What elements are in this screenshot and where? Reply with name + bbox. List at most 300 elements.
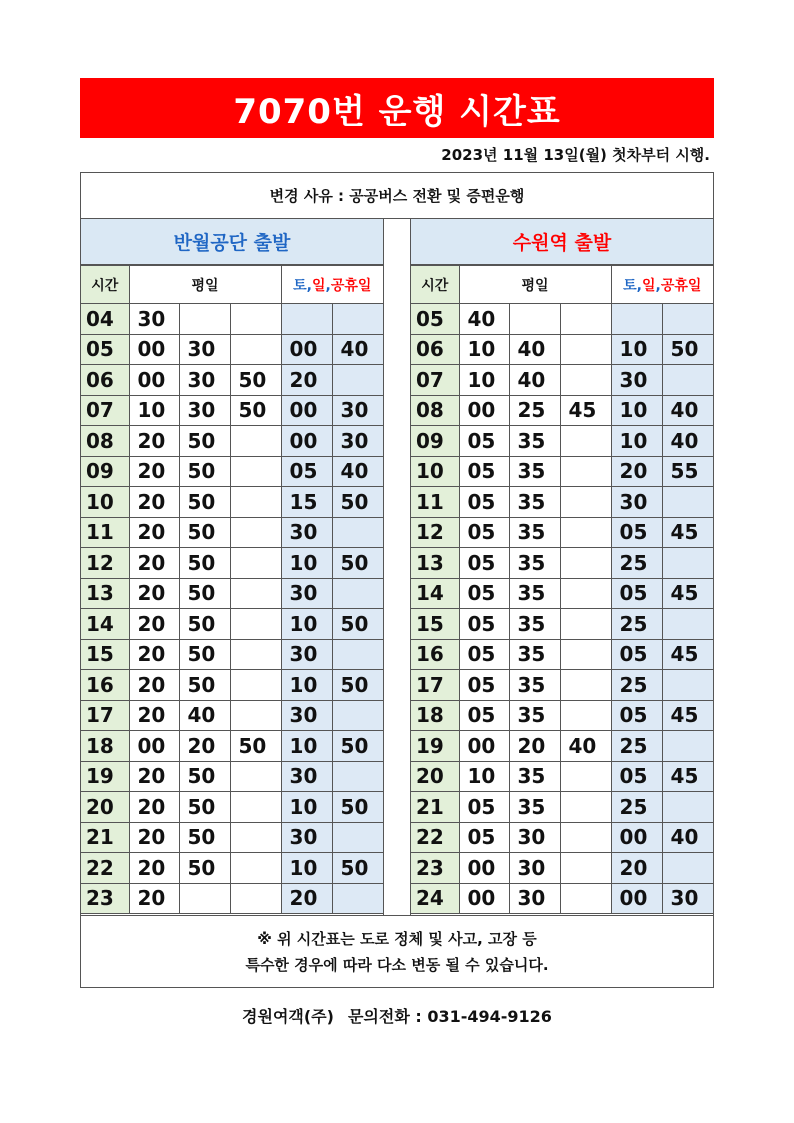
weekend-minute-cell: 55 [662,456,713,487]
weekday-minute-cell: 50 [179,761,230,792]
weekend-minute-cell [662,792,713,823]
holiday-label: 공휴일 [660,277,702,294]
table-row [81,822,383,853]
table-row [411,304,713,335]
weekday-minute-cell: 20 [509,731,560,762]
table-row [411,548,713,579]
weekend-minute-cell: 25 [611,670,662,701]
left-rows [81,304,383,914]
weekday-minute-cell: 00 [129,731,179,762]
weekend-minute-cell: 30 [332,426,383,457]
weekend-minute-cell: 20 [611,853,662,884]
sun-label: 일 [312,277,326,294]
weekend-minute-cell: 05 [611,578,662,609]
weekend-minute-cell [662,365,713,396]
weekday-minute-cell: 20 [129,761,179,792]
table-row [81,517,383,548]
weekday-minute-cell [230,883,281,914]
hour-cell: 12 [411,517,459,548]
weekday-minute-cell: 50 [179,578,230,609]
table-row [81,883,383,914]
weekday-minute-cell: 05 [459,487,509,518]
weekday-minute-cell [560,365,611,396]
hour-cell: 19 [81,761,129,792]
hour-cell: 17 [411,670,459,701]
weekday-minute-cell: 20 [129,822,179,853]
weekday-minute-cell: 05 [459,822,509,853]
weekday-minute-cell: 20 [129,456,179,487]
notice-line-2: 특수한 경우에 따라 다소 변동 될 수 있습니다. [245,955,549,974]
weekend-minute-cell [611,304,662,335]
weekday-minute-cell [560,822,611,853]
weekend-minute-cell: 05 [611,639,662,670]
hour-cell: 19 [411,731,459,762]
weekend-minute-cell: 50 [332,487,383,518]
weekend-minute-cell [281,304,332,335]
weekday-minute-cell: 05 [459,578,509,609]
weekday-minute-cell: 30 [179,365,230,396]
weekday-minute-cell: 05 [459,700,509,731]
weekday-minute-cell: 20 [129,883,179,914]
weekday-minute-cell [560,761,611,792]
timetable-frame [80,172,714,988]
hour-cell: 23 [81,883,129,914]
table-row [411,792,713,823]
hour-cell: 04 [81,304,129,335]
weekday-minute-cell [179,304,230,335]
weekday-minute-cell: 05 [459,639,509,670]
weekday-minute-cell: 35 [509,578,560,609]
weekend-minute-cell: 10 [281,670,332,701]
weekday-minute-cell: 50 [179,456,230,487]
table-row [411,487,713,518]
weekday-minute-cell: 05 [459,548,509,579]
weekday-minute-cell: 20 [129,609,179,640]
hour-cell: 07 [411,365,459,396]
weekday-minute-cell: 00 [459,731,509,762]
weekend-minute-cell: 00 [281,426,332,457]
weekday-minute-cell: 05 [459,670,509,701]
weekday-minute-cell [560,670,611,701]
weekday-minute-cell: 30 [509,822,560,853]
hour-cell: 18 [81,731,129,762]
weekend-minute-cell: 40 [662,426,713,457]
weekend-minute-cell [332,822,383,853]
weekday-minute-cell: 10 [459,761,509,792]
weekday-minute-cell: 40 [179,700,230,731]
weekend-minute-cell: 20 [281,365,332,396]
weekend-minute-cell: 40 [662,822,713,853]
table-row [81,304,383,335]
weekend-minute-cell: 45 [662,700,713,731]
weekend-minute-cell: 30 [281,639,332,670]
weekend-minute-cell: 45 [662,578,713,609]
weekend-minute-cell [332,639,383,670]
weekday-minute-cell [560,517,611,548]
weekend-minute-cell [332,578,383,609]
sat-label: 토 [623,277,637,294]
weekday-minute-cell: 05 [459,792,509,823]
weekday-minute-cell: 00 [459,853,509,884]
table-row [81,853,383,884]
weekend-minute-cell: 10 [281,792,332,823]
weekend-minute-cell: 50 [332,670,383,701]
table-row [81,792,383,823]
hour-cell: 24 [411,883,459,914]
weekend-minute-cell: 45 [662,639,713,670]
weekday-minute-cell: 00 [129,365,179,396]
weekend-minute-cell: 30 [281,578,332,609]
hour-cell: 20 [411,761,459,792]
right-schedule-table [411,265,713,914]
table-row [411,853,713,884]
weekend-minute-cell: 10 [281,548,332,579]
weekend-minute-cell [662,304,713,335]
hour-header: 시간 [411,266,459,304]
weekday-minute-cell [230,761,281,792]
holiday-label: 공휴일 [330,277,372,294]
hour-cell: 05 [411,304,459,335]
weekend-minute-cell [662,670,713,701]
hour-cell: 18 [411,700,459,731]
weekday-minute-cell [230,792,281,823]
change-reason: 변경 사유 : 공공버스 전환 및 증편운행 [81,173,713,219]
weekend-minute-cell: 15 [281,487,332,518]
table-row [411,578,713,609]
weekday-minute-cell [230,487,281,518]
weekend-minute-cell [332,365,383,396]
table-row [411,822,713,853]
table-row [81,700,383,731]
weekend-minute-cell: 30 [281,761,332,792]
weekday-minute-cell [509,304,560,335]
hour-cell: 21 [81,822,129,853]
table-row [81,761,383,792]
weekend-minute-cell [332,761,383,792]
table-row [81,334,383,365]
weekday-minute-cell: 50 [179,426,230,457]
weekday-minute-cell: 40 [509,334,560,365]
company-name: 경원여객(주) [242,1007,334,1026]
weekend-minute-cell: 50 [332,853,383,884]
weekend-minute-cell [662,609,713,640]
hour-cell: 11 [411,487,459,518]
weekday-minute-cell: 40 [509,365,560,396]
weekday-minute-cell: 20 [179,731,230,762]
weekday-minute-cell: 50 [179,792,230,823]
hour-cell: 21 [411,792,459,823]
weekday-minute-cell [560,853,611,884]
weekday-minute-cell: 50 [230,395,281,426]
weekday-minute-cell: 30 [179,395,230,426]
weekday-minute-cell: 20 [129,517,179,548]
weekday-minute-cell: 30 [129,304,179,335]
weekday-minute-cell: 30 [509,853,560,884]
hour-cell: 15 [81,639,129,670]
weekday-minute-cell: 05 [459,426,509,457]
timetable-right [411,219,713,914]
weekday-minute-cell: 30 [179,334,230,365]
weekend-minute-cell: 10 [281,609,332,640]
right-departure-title: 수원역 출발 [411,219,713,265]
weekend-minute-cell: 00 [611,822,662,853]
weekend-minute-cell: 45 [662,761,713,792]
table-row [411,639,713,670]
hour-cell: 17 [81,700,129,731]
hour-cell: 06 [411,334,459,365]
table-row [81,548,383,579]
table-row [411,395,713,426]
weekday-header: 평일 [459,266,611,304]
weekday-minute-cell: 25 [509,395,560,426]
weekday-minute-cell [560,334,611,365]
weekday-minute-cell [560,548,611,579]
weekday-minute-cell [560,487,611,518]
weekday-minute-cell: 05 [459,609,509,640]
weekday-minute-cell [230,853,281,884]
hour-cell: 13 [411,548,459,579]
weekend-minute-cell [332,517,383,548]
table-row [81,578,383,609]
table-row [411,517,713,548]
weekday-minute-cell: 50 [179,639,230,670]
hour-cell: 16 [81,670,129,701]
weekend-header: 토,일,공휴일 [611,266,713,304]
weekday-minute-cell: 50 [179,670,230,701]
left-departure-title: 반월공단 출발 [81,219,383,265]
weekday-minute-cell [230,426,281,457]
weekend-minute-cell: 10 [281,853,332,884]
hour-cell: 16 [411,639,459,670]
weekday-minute-cell [179,883,230,914]
weekday-minute-cell [230,548,281,579]
table-row [411,761,713,792]
weekday-minute-cell: 05 [459,517,509,548]
weekday-minute-cell: 20 [129,548,179,579]
weekend-minute-cell [662,731,713,762]
weekday-minute-cell: 50 [179,487,230,518]
weekday-minute-cell: 00 [459,395,509,426]
weekday-minute-cell [230,822,281,853]
table-row [81,639,383,670]
weekday-minute-cell: 50 [179,548,230,579]
weekday-minute-cell: 35 [509,517,560,548]
table-row [81,731,383,762]
weekday-minute-cell: 20 [129,578,179,609]
weekend-minute-cell: 30 [662,883,713,914]
weekend-minute-cell: 30 [611,487,662,518]
weekday-minute-cell: 20 [129,670,179,701]
weekday-minute-cell [560,639,611,670]
timetable-left [81,219,383,914]
weekday-minute-cell: 10 [129,395,179,426]
weekend-minute-cell [332,883,383,914]
weekday-minute-cell: 20 [129,700,179,731]
table-row [411,731,713,762]
weekend-minute-cell: 20 [611,456,662,487]
weekday-minute-cell: 10 [459,365,509,396]
page-title: 7070번 운행 시간표 [80,78,714,138]
weekday-minute-cell [230,456,281,487]
weekday-minute-cell [230,609,281,640]
weekend-minute-cell: 50 [662,334,713,365]
weekend-minute-cell [662,548,713,579]
weekday-minute-cell: 35 [509,639,560,670]
weekend-minute-cell: 40 [662,395,713,426]
weekday-minute-cell: 20 [129,487,179,518]
weekday-minute-cell [230,578,281,609]
hour-header: 시간 [81,266,129,304]
weekend-minute-cell: 10 [611,426,662,457]
table-row [81,395,383,426]
weekday-minute-cell: 35 [509,700,560,731]
weekend-minute-cell: 00 [281,334,332,365]
weekday-minute-cell: 50 [230,365,281,396]
weekend-minute-cell: 05 [611,761,662,792]
weekday-minute-cell: 30 [509,883,560,914]
weekend-minute-cell: 20 [281,883,332,914]
hour-cell: 08 [411,395,459,426]
hour-cell: 07 [81,395,129,426]
weekend-minute-cell: 10 [281,731,332,762]
hour-cell: 11 [81,517,129,548]
weekday-minute-cell [230,334,281,365]
weekend-minute-cell: 00 [611,883,662,914]
weekday-minute-cell: 35 [509,670,560,701]
hour-cell: 20 [81,792,129,823]
weekday-minute-cell [560,609,611,640]
weekend-minute-cell: 30 [611,365,662,396]
weekday-minute-cell [560,304,611,335]
weekday-minute-cell: 35 [509,426,560,457]
footer-contact [0,1004,794,1027]
hour-cell: 14 [81,609,129,640]
hour-cell: 09 [81,456,129,487]
notice-line-1: ※ 위 시간표는 도로 정체 및 사고, 고장 등 [257,929,537,948]
weekend-minute-cell: 50 [332,609,383,640]
hour-cell: 15 [411,609,459,640]
weekend-minute-cell: 50 [332,792,383,823]
weekend-minute-cell: 30 [281,822,332,853]
weekday-minute-cell: 50 [230,731,281,762]
table-row [411,426,713,457]
weekend-minute-cell: 25 [611,609,662,640]
weekday-minute-cell: 35 [509,792,560,823]
weekday-minute-cell [560,883,611,914]
weekday-header: 평일 [129,266,281,304]
table-row [411,609,713,640]
weekday-minute-cell: 20 [129,426,179,457]
weekend-minute-cell [662,487,713,518]
weekday-minute-cell [230,700,281,731]
weekend-minute-cell: 00 [281,395,332,426]
weekend-header: 토,일,공휴일 [281,266,383,304]
weekday-minute-cell [230,304,281,335]
weekend-minute-cell: 25 [611,731,662,762]
weekend-minute-cell [662,853,713,884]
weekend-minute-cell: 10 [611,334,662,365]
weekday-minute-cell [560,426,611,457]
weekday-minute-cell [230,639,281,670]
hour-cell: 09 [411,426,459,457]
weekday-minute-cell: 10 [459,334,509,365]
weekday-minute-cell: 50 [179,853,230,884]
table-row [81,365,383,396]
weekend-minute-cell: 10 [611,395,662,426]
weekday-minute-cell: 35 [509,609,560,640]
table-row [81,609,383,640]
weekend-minute-cell: 50 [332,548,383,579]
weekday-minute-cell: 20 [129,792,179,823]
weekday-minute-cell: 50 [179,609,230,640]
weekday-minute-cell: 50 [179,517,230,548]
weekend-minute-cell: 30 [281,517,332,548]
weekday-minute-cell: 40 [560,731,611,762]
notice [81,915,713,987]
weekend-minute-cell: 05 [281,456,332,487]
weekday-minute-cell [560,792,611,823]
weekday-minute-cell [230,517,281,548]
hour-cell: 22 [81,853,129,884]
weekend-minute-cell: 40 [332,456,383,487]
hour-cell: 22 [411,822,459,853]
table-row [81,670,383,701]
table-row [411,670,713,701]
weekday-minute-cell: 35 [509,456,560,487]
table-row [411,334,713,365]
sat-label: 토 [293,277,307,294]
weekday-minute-cell: 35 [509,761,560,792]
contact-phone: 문의전화 : 031-494-9126 [347,1007,552,1026]
weekday-minute-cell [560,578,611,609]
hour-cell: 14 [411,578,459,609]
hour-cell: 13 [81,578,129,609]
weekday-minute-cell: 35 [509,487,560,518]
weekday-minute-cell: 20 [129,639,179,670]
weekend-minute-cell: 25 [611,792,662,823]
right-rows [411,304,713,914]
table-row [411,456,713,487]
hour-cell: 12 [81,548,129,579]
hour-cell: 10 [411,456,459,487]
weekday-minute-cell: 50 [179,822,230,853]
left-schedule-table [81,265,383,914]
weekend-minute-cell: 45 [662,517,713,548]
hour-cell: 10 [81,487,129,518]
weekday-minute-cell [560,700,611,731]
table-row [411,883,713,914]
table-row [411,365,713,396]
column-divider [383,219,411,915]
weekday-minute-cell: 45 [560,395,611,426]
weekend-minute-cell: 30 [332,395,383,426]
weekend-minute-cell: 05 [611,700,662,731]
table-row [81,426,383,457]
table-row [411,700,713,731]
table-row [81,456,383,487]
weekday-minute-cell [230,670,281,701]
weekend-minute-cell: 40 [332,334,383,365]
weekend-minute-cell [332,304,383,335]
weekday-minute-cell: 05 [459,456,509,487]
weekend-minute-cell: 50 [332,731,383,762]
table-row [81,487,383,518]
hour-cell: 08 [81,426,129,457]
weekday-minute-cell: 20 [129,853,179,884]
effective-date-note: 2023년 11월 13일(월) 첫차부터 시행. [441,146,710,164]
weekend-minute-cell: 25 [611,548,662,579]
sun-label: 일 [642,277,656,294]
